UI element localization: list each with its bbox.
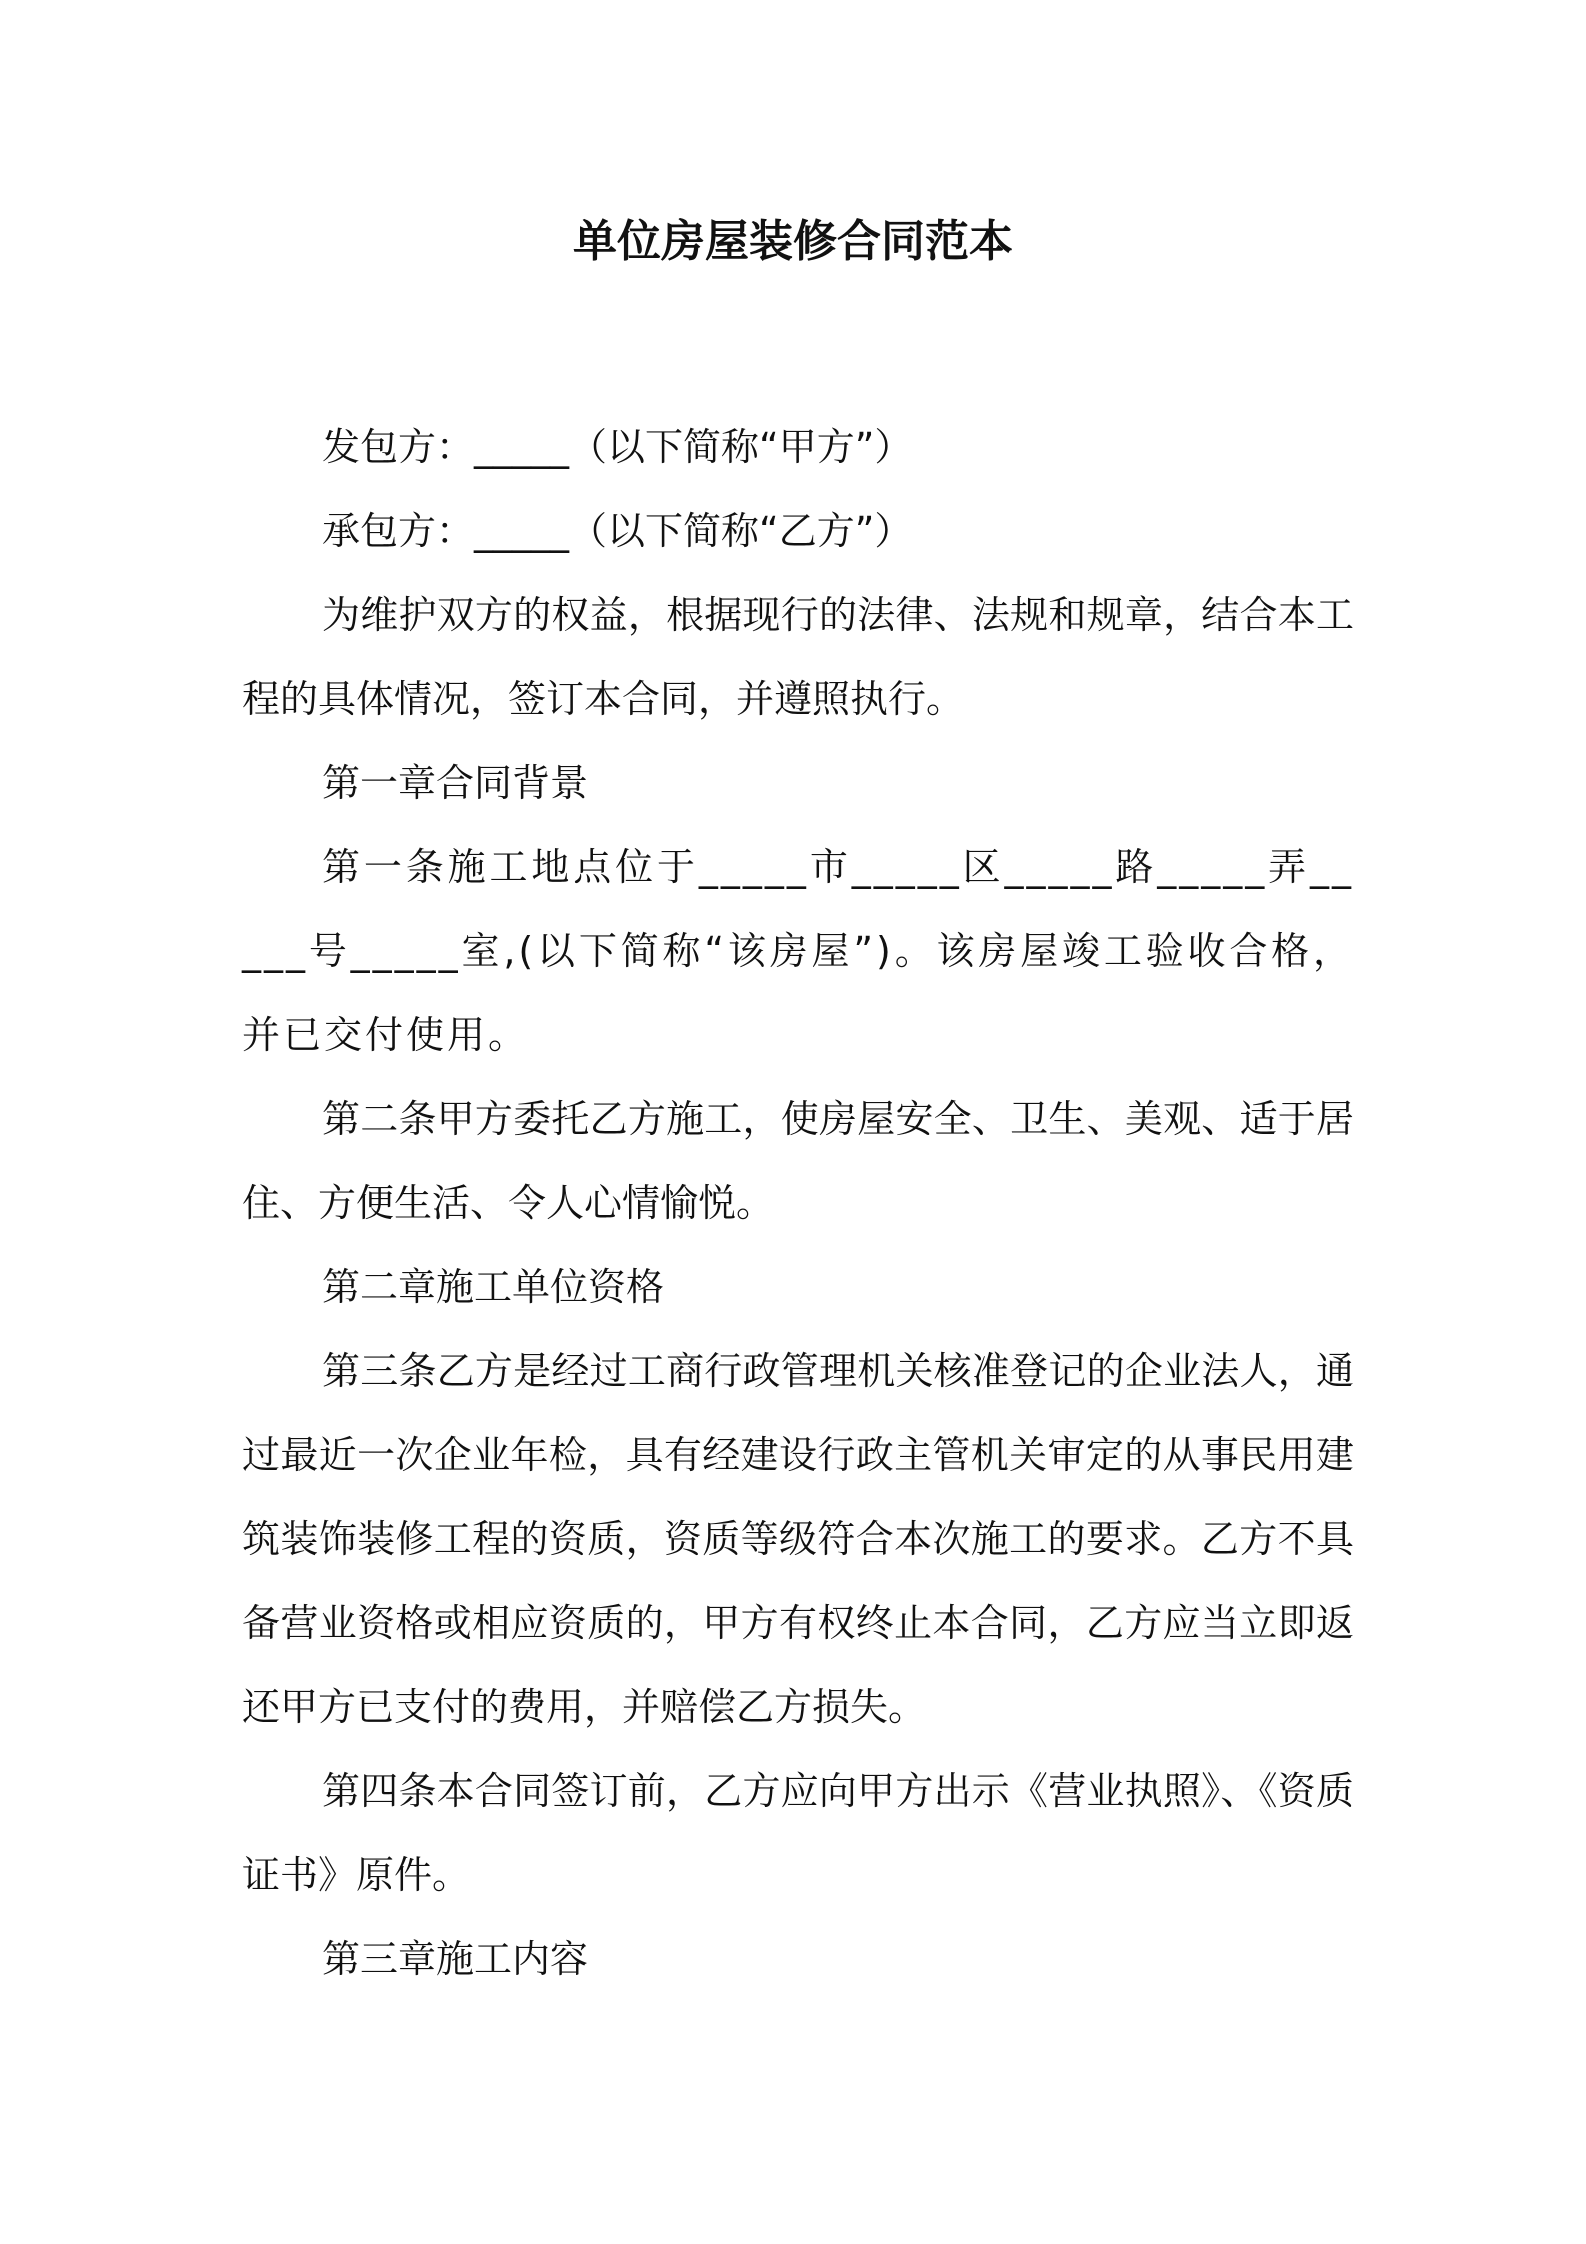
article-3-paragraph: 第三条乙方是经过工商行政管理机关核准登记的企业法人，通过最近一次企业年检，具有经建设行政主管机关审定的从事民用建筑装饰装修工程的资质，资质等级符合本次施工的要求。乙方不具备营业资格或相应资质的，甲方有权终止本合同，乙方应当立即返还甲方已支付的费用，并赔偿乙方损失。: [242, 1349, 1354, 1729]
chapter-1-heading: 第一章合同背景: [322, 761, 589, 805]
party-b-line: 承包方：_____（以下简称“乙方”）: [322, 509, 913, 553]
chapter-3-heading: 第三章施工内容: [322, 1937, 589, 1981]
article-1-paragraph: 第一条施工地点位于_____市_____区_____路_____弄_____号_____室,(以下简称“该房屋”)。该房屋竣工验收合格，并已交付使用。: [242, 845, 1354, 1057]
document-body: [242, 405, 1354, 2001]
preamble-paragraph: 为维护双方的权益，根据现行的法律、法规和规章，结合本工程的具体情况，签订本合同，并遵照执行。: [242, 593, 1354, 721]
document-title: 单位房屋装修合同范本: [573, 216, 1013, 267]
chapter-2-heading: 第二章施工单位资格: [322, 1265, 665, 1309]
article-2-paragraph: 第二条甲方委托乙方施工，使房屋安全、卫生、美观、适于居住、方便生活、令人心情愉悦。: [242, 1097, 1354, 1225]
party-a-line: 发包方：_____（以下简称“甲方”）: [322, 425, 913, 469]
article-4-paragraph: 第四条本合同签订前，乙方应向甲方出示《营业执照》、《资质证书》原件。: [242, 1769, 1354, 1897]
